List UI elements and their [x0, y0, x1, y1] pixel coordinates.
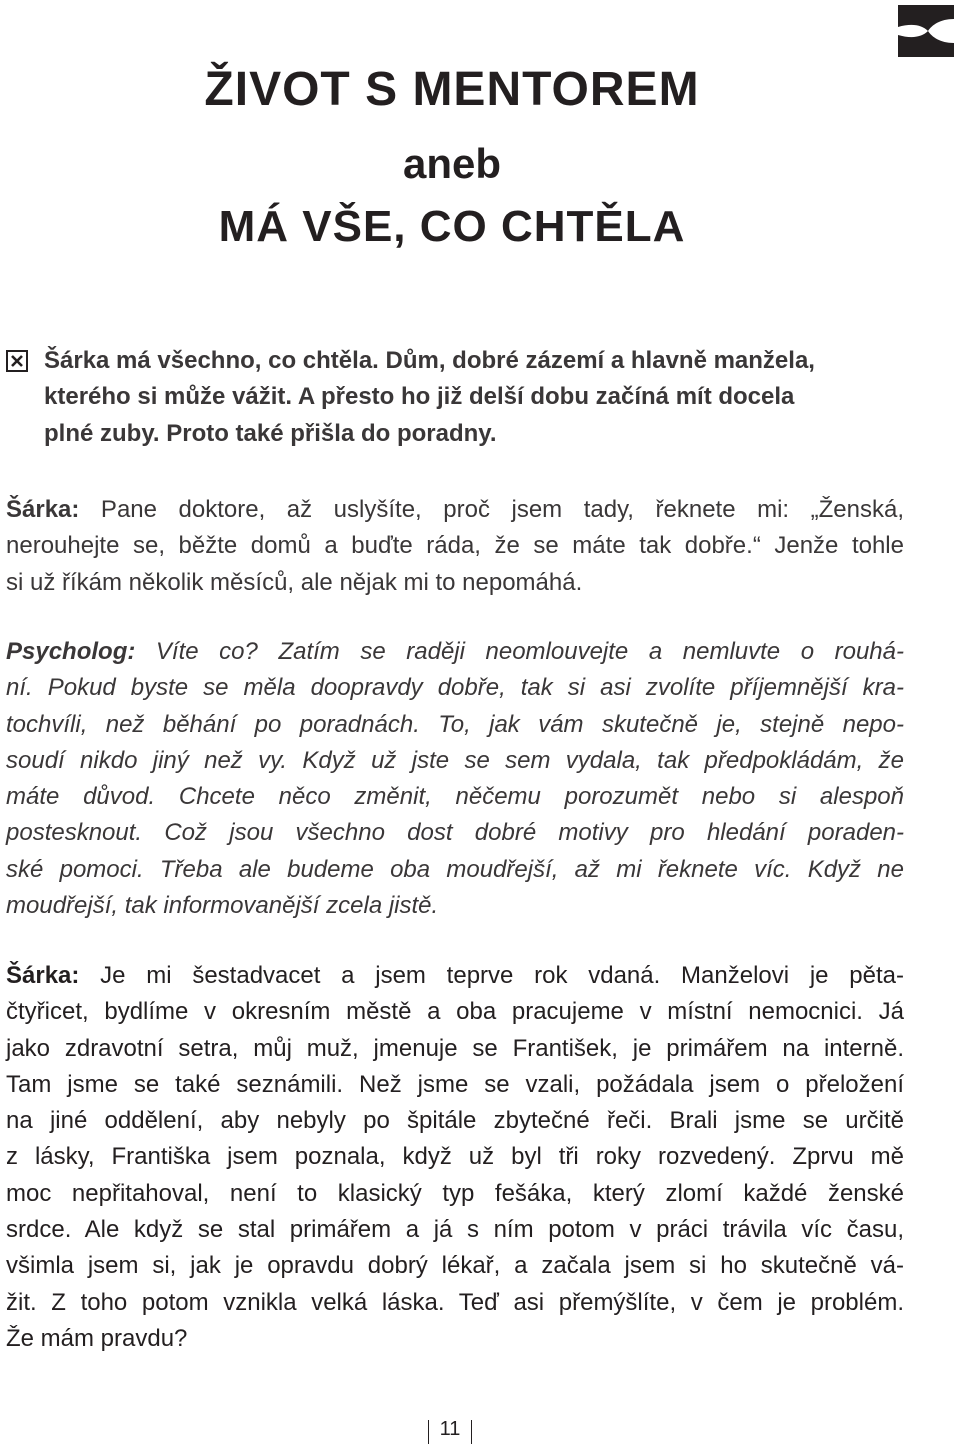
dialogue-first-line: Psycholog: Víte co? Zatím se raději neomlouvejte a nemluvte o rouhá-: [6, 638, 904, 665]
page-number-value: 11: [439, 1418, 461, 1440]
dialogue-line: postesknout. Což jsou všechno dost dobré motivy pro hledání poraden-: [6, 819, 904, 847]
dialogue-line: Tam jsme se také seznámili. Než jsme se vzali, požádala jsem o přeložení: [6, 1070, 904, 1098]
intro-line: plné zuby. Proto také přišla do poradny.: [44, 419, 497, 447]
dialogue-paragraph-sarka-1: [6, 492, 904, 601]
dialogue-first-line: Šárka: Je mi šestadvacet a jsem teprve rok vdaná. Manželovi je pěta-: [6, 962, 904, 989]
page-number: [420, 1418, 480, 1446]
chapter-title-connector: aneb: [402, 140, 502, 187]
dialogue-line: soudí nikdo jiný než vy. Když už jste se sem vydala, tak předpokládám, že: [6, 746, 904, 774]
intro-line: kterého si může vážit. A přesto ho již delší dobu začíná mít docela: [44, 383, 795, 411]
chapter-corner-icon: [898, 5, 954, 57]
speaker-label: Šárka:: [6, 496, 80, 523]
page-number-divider: [471, 1420, 472, 1444]
dialogue-first-line: Šárka: Pane doktore, až uslyšíte, proč jsem tady, řeknete mi: „Ženská,: [6, 496, 904, 523]
dialogue-line: ské pomoci. Třeba ale budeme oba moudřejší, až mi řeknete víc. Když ne: [6, 855, 904, 883]
dialogue-line: máte důvod. Chcete něco změnit, něčemu porozumět nebo si alespoň: [6, 783, 904, 811]
intro-paragraph: [44, 343, 904, 452]
dialogue-line: moudřejší, tak informovanější zcela jistě.: [6, 892, 439, 920]
speaker-label: Šárka:: [6, 962, 80, 989]
dialogue-line: srdce. Ale když se stal primářem a já s ním potom v práci trávila víc času,: [6, 1216, 904, 1244]
dialogue-line: všimla jsem si, jak je opravdu dobrý lékař, a začala jsem si ho skutečně vá-: [6, 1252, 904, 1280]
chapter-subtitle: MÁ VŠE, CO CHTĚLA: [218, 202, 686, 251]
dialogue-line: nerouhejte se, běžte domů a buďte ráda, že se máte tak dobře.“ Jenže tohle: [6, 532, 904, 560]
dialogue-line: žit. Z toho potom vznikla velká láska. Teď asi přemýšlíte, v čem je problém.: [6, 1288, 904, 1316]
dialogue-line: si už říkám několik měsíců, ale nějak mi to nepomáhá.: [6, 568, 583, 596]
dialogue-line: z lásky, Františka jsem poznala, když už byl tři roky rozvedený. Zprvu mě: [6, 1143, 904, 1171]
intro-line: Šárka má všechno, co chtěla. Dům, dobré zázemí a hlavně manžela,: [44, 347, 815, 374]
dialogue-line: Že mám pravdu?: [6, 1324, 188, 1352]
dialogue-line: čtyřicet, bydlíme v okresním městě a oba pracujeme v místní nemocnici. Já: [6, 998, 904, 1026]
page-number-divider: [428, 1420, 429, 1444]
dialogue-paragraph-psycholog: [6, 634, 904, 924]
dialogue-line: na jiné oddělení, aby nebyly po špitále zbytečné řeči. Brali jsme se určitě: [6, 1107, 904, 1135]
dialogue-line: tochvíli, než běhání po poradnách. To, jak vám skutečně je, stejně nepo-: [6, 710, 904, 738]
dialogue-line: moc nepřitahoval, není to klasický typ fešáka, který zlomí každé ženské: [6, 1179, 904, 1207]
dialogue-paragraph-sarka-2: [6, 958, 904, 1357]
chapter-title: ŽIVOT S MENTOREM: [204, 63, 700, 116]
boxed-x-icon: [6, 350, 28, 372]
speaker-label: Psycholog:: [6, 638, 136, 665]
dialogue-line: jako zdravotní setra, můj muž, jmenuje se František, je primářem na interně.: [6, 1034, 904, 1062]
dialogue-line: ní. Pokud byste se měla doopravdy dobře, tak si asi zvolíte příjemnější kra-: [6, 674, 904, 702]
